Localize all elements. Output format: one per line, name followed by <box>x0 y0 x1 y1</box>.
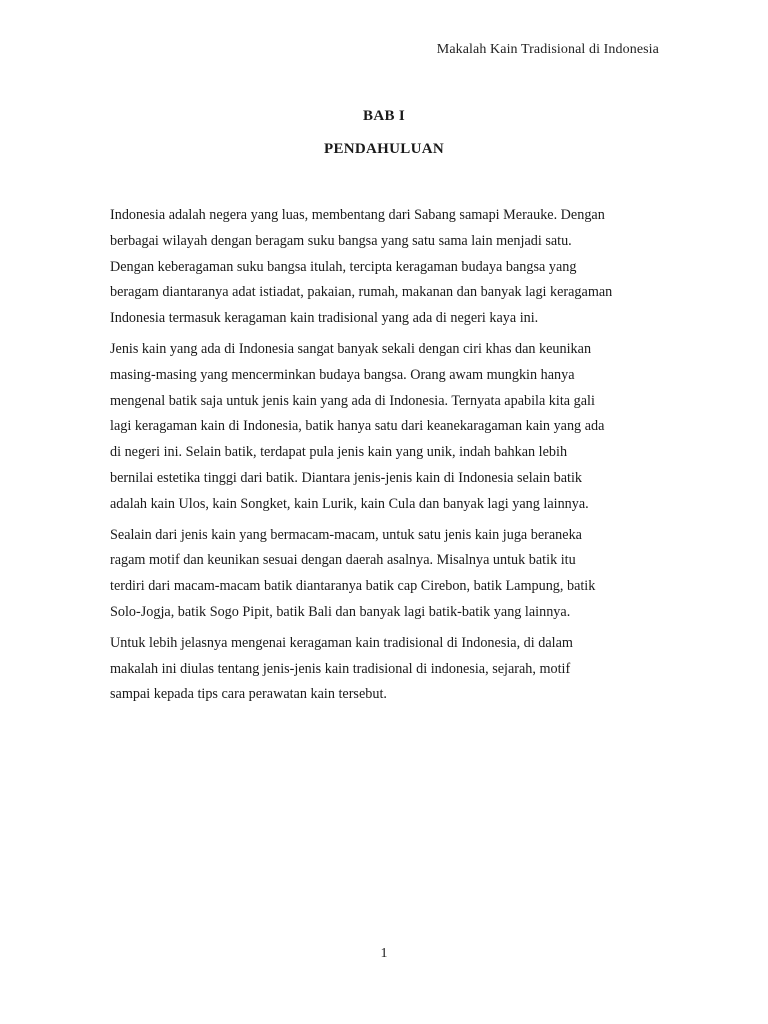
page-number: 1 <box>380 946 388 961</box>
running-header: Makalah Kain Tradisional di Indonesia <box>436 42 659 57</box>
text-line: Untuk lebih jelasnya mengenai keragaman kain tradisional di Indonesia, di dalam <box>110 634 573 651</box>
text-line: beragam diantaranya adat istiadat, pakaian, rumah, makanan dan banyak lagi keragaman <box>110 284 613 301</box>
text-line: terdiri dari macam-macam batik diantaranya batik cap Cirebon, batik Lampung, batik <box>110 578 596 595</box>
text-line: Sealain dari jenis kain yang bermacam-macam, untuk satu jenis kain juga beraneka <box>110 526 582 543</box>
text-line: di negeri ini. Selain batik, terdapat pula jenis kain yang unik, indah bahkan lebih <box>110 444 568 461</box>
paragraph <box>110 337 662 518</box>
text-line: ragam motif dan keunikan sesuai dengan daerah asalnya. Misalnya untuk batik itu <box>110 552 576 569</box>
text-line: mengenal batik saja untuk jenis kain yang ada di Indonesia. Ternyata apabila kita gali <box>110 392 595 409</box>
body-text <box>110 203 662 713</box>
chapter-number: BAB I <box>363 108 405 124</box>
paragraph <box>110 523 662 626</box>
chapter-title: PENDAHULUAN <box>324 141 444 157</box>
text-line: Indonesia termasuk keragaman kain tradisional yang ada di negeri kaya ini. <box>110 310 539 327</box>
text-line: makalah ini diulas tentang jenis-jenis kain tradisional di indonesia, sejarah, motif <box>110 660 571 677</box>
text-line: berbagai wilayah dengan beragam suku bangsa yang satu sama lain menjadi satu. <box>110 232 572 249</box>
text-line: Indonesia adalah negera yang luas, membentang dari Sabang samapi Merauke. Dengan <box>110 207 605 223</box>
text-line: masing-masing yang mencerminkan budaya bangsa. Orang awam mungkin hanya <box>110 366 575 383</box>
paragraph <box>110 631 662 708</box>
text-line: Dengan keberagaman suku bangsa itulah, tercipta keragaman budaya bangsa yang <box>110 258 577 275</box>
paragraph <box>110 203 662 332</box>
text-line: adalah kain Ulos, kain Songket, kain Lurik, kain Cula dan banyak lagi yang lainnya. <box>110 495 589 512</box>
text-line: Solo-Jogja, batik Sogo Pipit, batik Bali dan banyak lagi batik-batik yang lainnya. <box>110 603 571 620</box>
text-line: lagi keragaman kain di Indonesia, batik hanya satu dari keanekaragaman kain yang ada <box>110 418 605 435</box>
text-line: sampai kepada tips cara perawatan kain tersebut. <box>110 686 387 703</box>
text-line: Jenis kain yang ada di Indonesia sangat banyak sekali dengan ciri khas dan keunikan <box>110 340 592 357</box>
text-line: bernilai estetika tinggi dari batik. Diantara jenis-jenis kain di Indonesia selain batik <box>110 469 582 486</box>
